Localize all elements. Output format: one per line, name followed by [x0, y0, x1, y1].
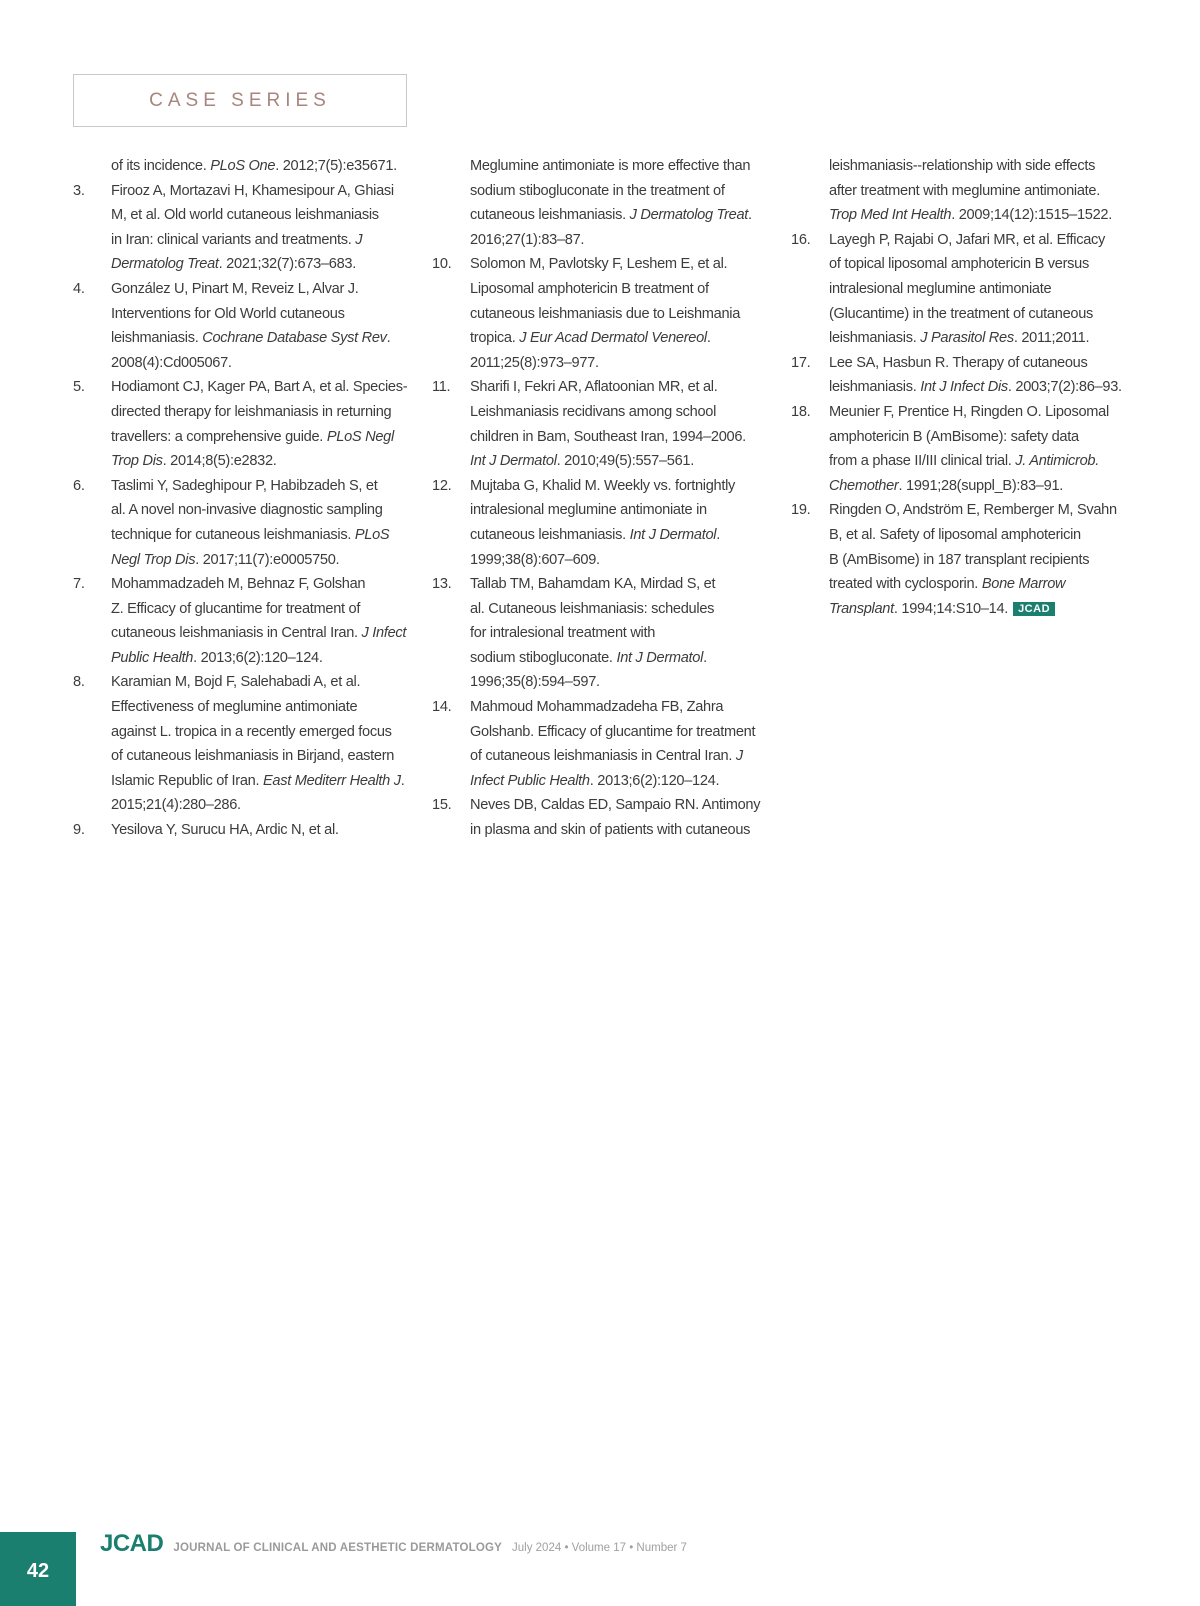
section-label: CASE SERIES	[149, 89, 331, 111]
reference-line	[470, 523, 777, 548]
reference-number: 15.	[432, 797, 452, 814]
reference-text: Tallab TM, Bahamdam KA, Mirdad S, et	[470, 576, 716, 593]
reference-number: 10.	[432, 256, 452, 273]
reference-text: Firooz A, Mortazavi H, Khamesipour A, Ghiasi	[111, 182, 394, 199]
reference-line	[470, 548, 777, 573]
reference-number: 19.	[791, 502, 811, 519]
reference-text: . 2011;2011.	[1013, 330, 1090, 347]
reference-line	[470, 474, 777, 499]
references-column-2	[432, 154, 777, 843]
reference-item	[432, 695, 777, 793]
reference-text: amphotericin B (AmBisome): safety data	[829, 428, 1079, 445]
reference-line	[470, 228, 777, 253]
reference-text: leishmaniasis.	[111, 330, 203, 347]
journal-title: PLoS One	[210, 158, 276, 174]
reference-text: Leishmaniasis recidivans among school	[470, 403, 717, 420]
reference-line	[111, 252, 418, 277]
references-column-3	[791, 154, 1136, 621]
journal-title: Infect Public Health	[470, 772, 590, 789]
reference-line	[470, 793, 777, 818]
reference-text: .	[400, 772, 405, 789]
reference-text: sodium stibogluconate in the treatment of	[470, 182, 725, 199]
reference-line	[111, 670, 418, 695]
reference-text: cutaneous leishmaniasis.	[470, 207, 630, 224]
reference-item	[432, 154, 777, 252]
issue-info: July 2024 • Volume 17 • Number 7	[512, 1542, 687, 1554]
journal-title: Int J Dermatol	[629, 526, 717, 543]
reference-line	[829, 597, 1136, 622]
reference-line	[111, 621, 418, 646]
reference-number: 12.	[432, 477, 452, 494]
reference-text: 1999;38(8):607–609.	[470, 551, 600, 568]
reference-number: 14.	[432, 699, 452, 716]
reference-text: Taslimi Y, Sadeghipour P, Habibzadeh S, et	[111, 477, 378, 494]
journal-title: Trop Med Int Health	[829, 207, 952, 224]
reference-line	[829, 449, 1136, 474]
reference-text: Mohammadzadeh M, Behnaz F, Golshan	[111, 576, 366, 593]
reference-line	[111, 793, 418, 818]
reference-line	[829, 351, 1136, 376]
reference-text: Liposomal amphotericin B treatment of	[470, 280, 709, 297]
reference-text: . 2009;14(12):1515–1522.	[951, 207, 1112, 224]
reference-line	[111, 744, 418, 769]
reference-line	[111, 818, 418, 843]
reference-line	[111, 375, 418, 400]
reference-line	[111, 351, 418, 376]
reference-text: .	[386, 330, 391, 347]
reference-text: tropica.	[470, 330, 520, 347]
reference-text: after treatment with meglumine antimoniate.	[829, 182, 1101, 199]
reference-text: children in Bam, Southeast Iran, 1994–2006.	[470, 428, 746, 445]
reference-number: 4.	[73, 280, 85, 297]
reference-text: Effectiveness of meglumine antimoniate	[111, 699, 358, 716]
reference-text: 2015;21(4):280–286.	[111, 797, 241, 814]
reference-line	[470, 326, 777, 351]
reference-text: Lee SA, Hasbun R. Therapy of cutaneous	[829, 354, 1088, 371]
reference-text: Mahmoud Mohammadzadeha FB, Zahra	[470, 699, 724, 716]
reference-item	[791, 400, 1136, 498]
reference-text: of topical liposomal amphotericin B versus	[829, 256, 1089, 273]
journal-title: Dermatolog Treat	[111, 256, 219, 273]
reference-item	[791, 154, 1136, 228]
reference-line	[470, 203, 777, 228]
reference-line	[829, 474, 1136, 499]
reference-text: . 2017;11(7):e0005750.	[195, 551, 340, 568]
reference-text: leishmaniasis--relationship with side effects	[829, 158, 1096, 174]
reference-text: B, et al. Safety of liposomal amphotericin	[829, 526, 1081, 543]
journal-title: PLoS Negl	[326, 428, 394, 445]
journal-logo: JCAD	[100, 1530, 164, 1557]
reference-number: 9.	[73, 822, 85, 839]
reference-line	[470, 646, 777, 671]
reference-text: al. A novel non-invasive diagnostic sampling	[111, 502, 383, 519]
reference-line	[111, 154, 418, 179]
reference-line	[470, 670, 777, 695]
reference-text: Interventions for Old World cutaneous	[111, 305, 345, 322]
reference-line	[111, 548, 418, 573]
reference-item	[791, 228, 1136, 351]
reference-item	[432, 474, 777, 572]
jcad-badge: JCAD	[1013, 602, 1055, 616]
reference-line	[470, 744, 777, 769]
reference-line	[470, 720, 777, 745]
reference-text: 1996;35(8):594–597.	[470, 674, 600, 691]
journal-title: J	[355, 231, 363, 248]
reference-text: . 2012;7(5):e35671.	[275, 158, 397, 174]
reference-item	[73, 670, 418, 818]
reference-text: Ringden O, Andström E, Remberger M, Svahn	[829, 502, 1117, 519]
reference-text: Layegh P, Rajabi O, Jafari MR, et al. Efficacy	[829, 231, 1106, 248]
reference-text: B (AmBisome) in 187 transplant recipients	[829, 551, 1090, 568]
reference-line	[111, 474, 418, 499]
reference-line	[829, 154, 1136, 179]
reference-number: 5.	[73, 379, 85, 396]
journal-title: Int J Dermatol	[616, 649, 704, 666]
reference-item	[73, 375, 418, 473]
reference-text: . 2010;49(5):557–561.	[556, 453, 694, 470]
reference-text: travellers: a comprehensive guide.	[111, 428, 327, 445]
reference-text: cutaneous leishmaniasis in Central Iran.	[111, 625, 362, 642]
section-header-box	[73, 74, 407, 127]
journal-title: Int J Infect Dis	[920, 379, 1008, 396]
reference-line	[111, 425, 418, 450]
reference-line	[111, 203, 418, 228]
reference-text: from a phase II/III clinical trial.	[829, 453, 1016, 470]
reference-line	[470, 425, 777, 450]
reference-text: in Iran: clinical variants and treatments.	[111, 231, 356, 248]
reference-text: Neves DB, Caldas ED, Sampaio RN. Antimony	[470, 797, 761, 814]
reference-line	[111, 302, 418, 327]
reference-line	[470, 252, 777, 277]
reference-text: . 2013;6(2):120–124.	[193, 649, 323, 666]
reference-text: . 1994;14:S10–14.	[893, 600, 1009, 617]
reference-text: leishmaniasis.	[829, 330, 921, 347]
reference-line	[111, 523, 418, 548]
reference-line	[470, 769, 777, 794]
reference-text: Islamic Republic of Iran.	[111, 772, 263, 789]
reference-line	[470, 351, 777, 376]
reference-text: .	[706, 330, 711, 347]
journal-title: Int J Dermatol	[470, 453, 557, 470]
reference-text: of its incidence.	[111, 158, 211, 174]
reference-text: (Glucantime) in the treatment of cutaneous	[829, 305, 1094, 322]
reference-number: 17.	[791, 354, 811, 371]
reference-line	[829, 302, 1136, 327]
reference-line	[829, 179, 1136, 204]
reference-line	[829, 548, 1136, 573]
reference-text: . 2021;32(7):673–683.	[218, 256, 356, 273]
reference-number: 6.	[73, 477, 85, 494]
reference-line	[470, 277, 777, 302]
journal-title: J Dermatolog Treat	[629, 207, 749, 224]
reference-line	[470, 818, 777, 843]
reference-text: treated with cyclosporin.	[829, 576, 982, 593]
reference-text: sodium stibogluconate.	[470, 649, 617, 666]
reference-text: .	[716, 526, 721, 543]
reference-line	[470, 621, 777, 646]
reference-text: . 2003;7(2):86–93.	[1007, 379, 1122, 396]
reference-line	[111, 720, 418, 745]
reference-number: 13.	[432, 576, 452, 593]
reference-line	[829, 252, 1136, 277]
reference-text: Golshanb. Efficacy of glucantime for treatment	[470, 723, 756, 740]
reference-line	[829, 523, 1136, 548]
reference-item	[73, 179, 418, 277]
reference-item	[791, 351, 1136, 400]
reference-item	[73, 277, 418, 375]
reference-item	[432, 793, 777, 842]
reference-text: Karamian M, Bojd F, Salehabadi A, et al.	[111, 674, 361, 691]
reference-text: Solomon M, Pavlotsky F, Leshem E, et al.	[470, 256, 728, 273]
reference-item	[73, 474, 418, 572]
journal-title: J. Antimicrob.	[1015, 453, 1099, 470]
references-column-1	[73, 154, 418, 843]
footer	[100, 1530, 687, 1560]
reference-line	[111, 769, 418, 794]
journal-title: Chemother	[829, 477, 899, 494]
reference-number: 11.	[432, 379, 451, 396]
reference-line	[470, 400, 777, 425]
reference-line	[829, 203, 1136, 228]
reference-line	[111, 326, 418, 351]
reference-line	[111, 449, 418, 474]
reference-line	[111, 179, 418, 204]
reference-text: Z. Efficacy of glucantime for treatment of	[111, 600, 361, 617]
reference-line	[829, 375, 1136, 400]
reference-text: Mujtaba G, Khalid M. Weekly vs. fortnightly	[470, 477, 736, 494]
reference-text: of cutaneous leishmaniasis in Central Iran.	[470, 748, 736, 765]
reference-number: 3.	[73, 182, 85, 199]
reference-text: . 2014;8(5):e2832.	[162, 453, 277, 470]
journal-name: JOURNAL OF CLINICAL AND AESTHETIC DERMATOLOGY	[173, 1542, 503, 1554]
reference-line	[470, 572, 777, 597]
reference-item	[432, 252, 777, 375]
reference-text: 2016;27(1):83–87.	[470, 231, 585, 248]
reference-number: 16.	[791, 231, 811, 248]
reference-text: .	[748, 207, 752, 224]
journal-title: Negl Trop Dis	[111, 551, 196, 568]
journal-title: J Eur Acad Dermatol Venereol	[519, 330, 707, 347]
journal-title: Cochrane Database Syst Rev	[202, 330, 387, 347]
reference-text: Meglumine antimoniate is more effective than	[470, 158, 751, 174]
reference-text: Meunier F, Prentice H, Ringden O. Liposomal	[829, 403, 1109, 420]
reference-text: Sharifi I, Fekri AR, Aflatoonian MR, et al.	[470, 379, 718, 396]
reference-text: . 2013;6(2):120–124.	[589, 772, 720, 789]
page-number-box	[0, 1532, 76, 1606]
reference-item	[73, 572, 418, 670]
reference-line	[829, 498, 1136, 523]
reference-item	[432, 375, 777, 473]
reference-text: technique for cutaneous leishmaniasis.	[111, 526, 355, 543]
reference-text: González U, Pinart M, Reveiz L, Alvar J.	[111, 280, 359, 297]
journal-title: Trop Dis	[111, 453, 163, 470]
reference-item	[432, 572, 777, 695]
journal-title: Bone Marrow	[981, 576, 1066, 593]
journal-title: Transplant	[829, 600, 894, 617]
reference-line	[470, 597, 777, 622]
journal-title: Public Health	[111, 649, 194, 666]
journal-title: PLoS	[354, 526, 390, 543]
reference-text: Hodiamont CJ, Kager PA, Bart A, et al. Species-	[111, 379, 408, 396]
reference-text: in plasma and skin of patients with cutaneous	[470, 822, 751, 839]
reference-line	[829, 572, 1136, 597]
reference-line	[829, 228, 1136, 253]
journal-title: J	[735, 748, 743, 765]
reference-line	[111, 498, 418, 523]
reference-line	[470, 302, 777, 327]
journal-title: J Parasitol Res	[920, 330, 1014, 347]
reference-line	[829, 326, 1136, 351]
reference-text: al. Cutaneous leishmaniasis: schedules	[470, 600, 715, 617]
reference-line	[111, 597, 418, 622]
reference-text: cutaneous leishmaniasis due to Leishmania	[470, 305, 741, 322]
page-number: 42	[26, 1559, 50, 1582]
reference-line	[829, 277, 1136, 302]
reference-text: . 1991;28(suppl_B):83–91.	[898, 477, 1064, 494]
reference-line	[829, 425, 1136, 450]
reference-line	[470, 154, 777, 179]
reference-line	[470, 498, 777, 523]
reference-text: M, et al. Old world cutaneous leishmaniasis	[111, 207, 379, 224]
reference-text: 2008(4):Cd005067.	[111, 354, 232, 371]
reference-line	[111, 277, 418, 302]
reference-line	[111, 400, 418, 425]
reference-line	[470, 449, 777, 474]
reference-line	[470, 179, 777, 204]
reference-number: 8.	[73, 674, 85, 691]
reference-line	[111, 646, 418, 671]
reference-line	[470, 375, 777, 400]
reference-text: for intralesional treatment with	[470, 625, 656, 642]
reference-number: 18.	[791, 403, 811, 420]
reference-text: leishmaniasis.	[829, 379, 921, 396]
reference-item	[791, 498, 1136, 621]
reference-text: of cutaneous leishmaniasis in Birjand, eastern	[111, 748, 395, 765]
reference-line	[111, 695, 418, 720]
journal-title: J Infect	[361, 625, 407, 642]
reference-text: intralesional meglumine antimoniate	[829, 280, 1052, 297]
reference-line	[470, 695, 777, 720]
reference-line	[829, 400, 1136, 425]
reference-item	[73, 818, 418, 843]
reference-text: cutaneous leishmaniasis.	[470, 526, 630, 543]
reference-item	[73, 154, 418, 179]
reference-text: against L. tropica in a recently emerged focus	[111, 723, 392, 740]
reference-text: .	[703, 649, 707, 666]
reference-text: 2011;25(8):973–977.	[470, 354, 599, 371]
journal-title: East Mediterr Health J	[262, 772, 401, 789]
reference-line	[111, 228, 418, 253]
reference-text: intralesional meglumine antimoniate in	[470, 502, 707, 519]
reference-text: directed therapy for leishmaniasis in returning	[111, 403, 392, 420]
reference-text: Yesilova Y, Surucu HA, Ardic N, et al.	[111, 822, 339, 839]
reference-line	[111, 572, 418, 597]
reference-number: 7.	[73, 576, 85, 593]
